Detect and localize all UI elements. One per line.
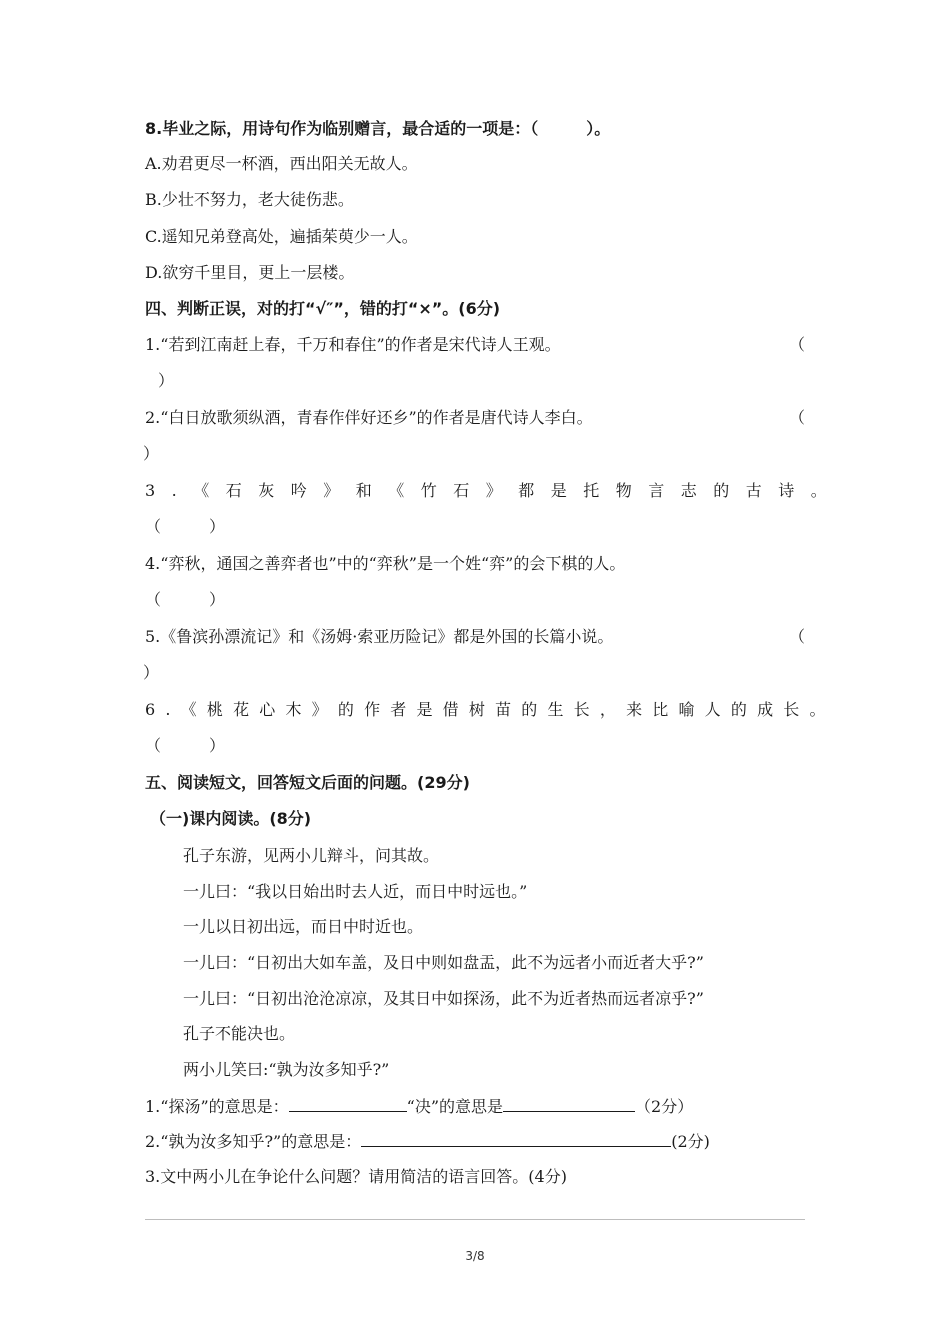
passage-line-5: 一儿曰：“日初出沧沧凉凉，及其日中如探汤，此不为近者热而远者凉乎?” <box>183 989 704 1008</box>
passage-line-7: 两小儿笑曰:“孰为汝多知乎?” <box>183 1060 390 1079</box>
judge-item-1-text: 1.“若到江南赶上春，千万和春住”的作者是宋代诗人王观。 <box>145 335 561 354</box>
reading-question-3: 3.文中两小儿在争论什么问题？请用简洁的语言回答。(4分) <box>145 1167 567 1186</box>
reading-q1-part-a: 1.“探汤”的意思是： <box>145 1097 289 1116</box>
judge-item-2-paren-open: （ <box>788 408 805 427</box>
reading-question-2 <box>145 1130 805 1153</box>
page-number: 3/8 <box>465 1249 485 1263</box>
judge-item-5-paren-open: （ <box>788 627 805 646</box>
judge-item-2-text: 2.“白日放歌须纵酒，青春作伴好还乡”的作者是唐代诗人李白。 <box>145 408 593 427</box>
reading-question-1 <box>145 1095 805 1118</box>
reading-q2-text: 2.“孰为汝多知乎?”的意思是： <box>145 1132 362 1151</box>
reading-q1-score: （2分） <box>635 1097 694 1116</box>
judge-item-5-paren-close: ） <box>143 663 160 682</box>
answer-blank-2[interactable] <box>503 1095 635 1112</box>
judge-item-4-paren: （ ） <box>145 590 226 609</box>
passage-line-1: 孔子东游，见两小儿辩斗，问其故。 <box>183 846 440 865</box>
judge-item-5-text: 5.《鲁滨孙漂流记》和《汤姆·索亚历险记》都是外国的长篇小说。 <box>145 627 614 646</box>
passage-line-6: 孔子不能决也。 <box>183 1024 296 1043</box>
answer-blank-3[interactable] <box>361 1130 671 1147</box>
judge-item-1-paren-open: （ <box>788 335 805 354</box>
passage-line-2: 一儿曰：“我以日始出时去人近，而日中时远也。” <box>183 882 528 901</box>
option-d: D.欲穷千里目，更上一层楼。 <box>145 263 355 282</box>
option-b: B.少壮不努力，老大徒伤悲。 <box>145 190 354 209</box>
judge-item-2-paren-close: ） <box>143 444 160 463</box>
section-5-subtitle: （一)课内阅读。(8分) <box>150 809 312 828</box>
judge-item-1 <box>145 334 805 356</box>
question-8-stem: 8.毕业之际，用诗句作为临别赠言，最合适的一项是：（ ）。 <box>145 119 611 138</box>
judge-item-3-text: 3.《石灰吟》和《竹石》都是托物言志的古诗。 <box>145 481 844 500</box>
section-5-title: 五、阅读短文，回答短文后面的问题。(29分) <box>145 773 470 792</box>
judge-item-1-paren-close: ） <box>158 371 175 390</box>
reading-q1-part-b: “决”的意思是 <box>406 1097 504 1116</box>
judge-item-4-text: 4.“弈秋，通国之善弈者也”中的“弈秋”是一个姓“弈”的会下棋的人。 <box>145 554 626 573</box>
option-c: C.遥知兄弟登高处，遍插茱萸少一人。 <box>145 227 418 246</box>
reading-q2-score: (2分) <box>671 1132 710 1151</box>
option-a: A.劝君更尽一杯酒，西出阳关无故人。 <box>145 154 418 173</box>
passage-line-4: 一儿曰：“日初出大如车盖，及日中则如盘盂，此不为远者小而近者大乎?” <box>183 953 704 972</box>
judge-item-2 <box>145 407 805 429</box>
section-4-title: 四、判断正误，对的打“√″”，错的打“×”。(6分) <box>145 299 501 318</box>
footer-divider <box>145 1219 805 1220</box>
passage-line-3: 一儿以日初出远，而日中时近也。 <box>183 917 424 936</box>
judge-item-6-text: 6.《桃花心木》的作者是借树苗的生长，来比喻人的成长。 <box>145 700 836 719</box>
answer-blank-1[interactable] <box>289 1095 407 1112</box>
judge-item-6-paren: （ ） <box>145 736 226 755</box>
judge-item-5 <box>145 626 805 648</box>
judge-item-3-paren: （ ） <box>145 517 226 536</box>
